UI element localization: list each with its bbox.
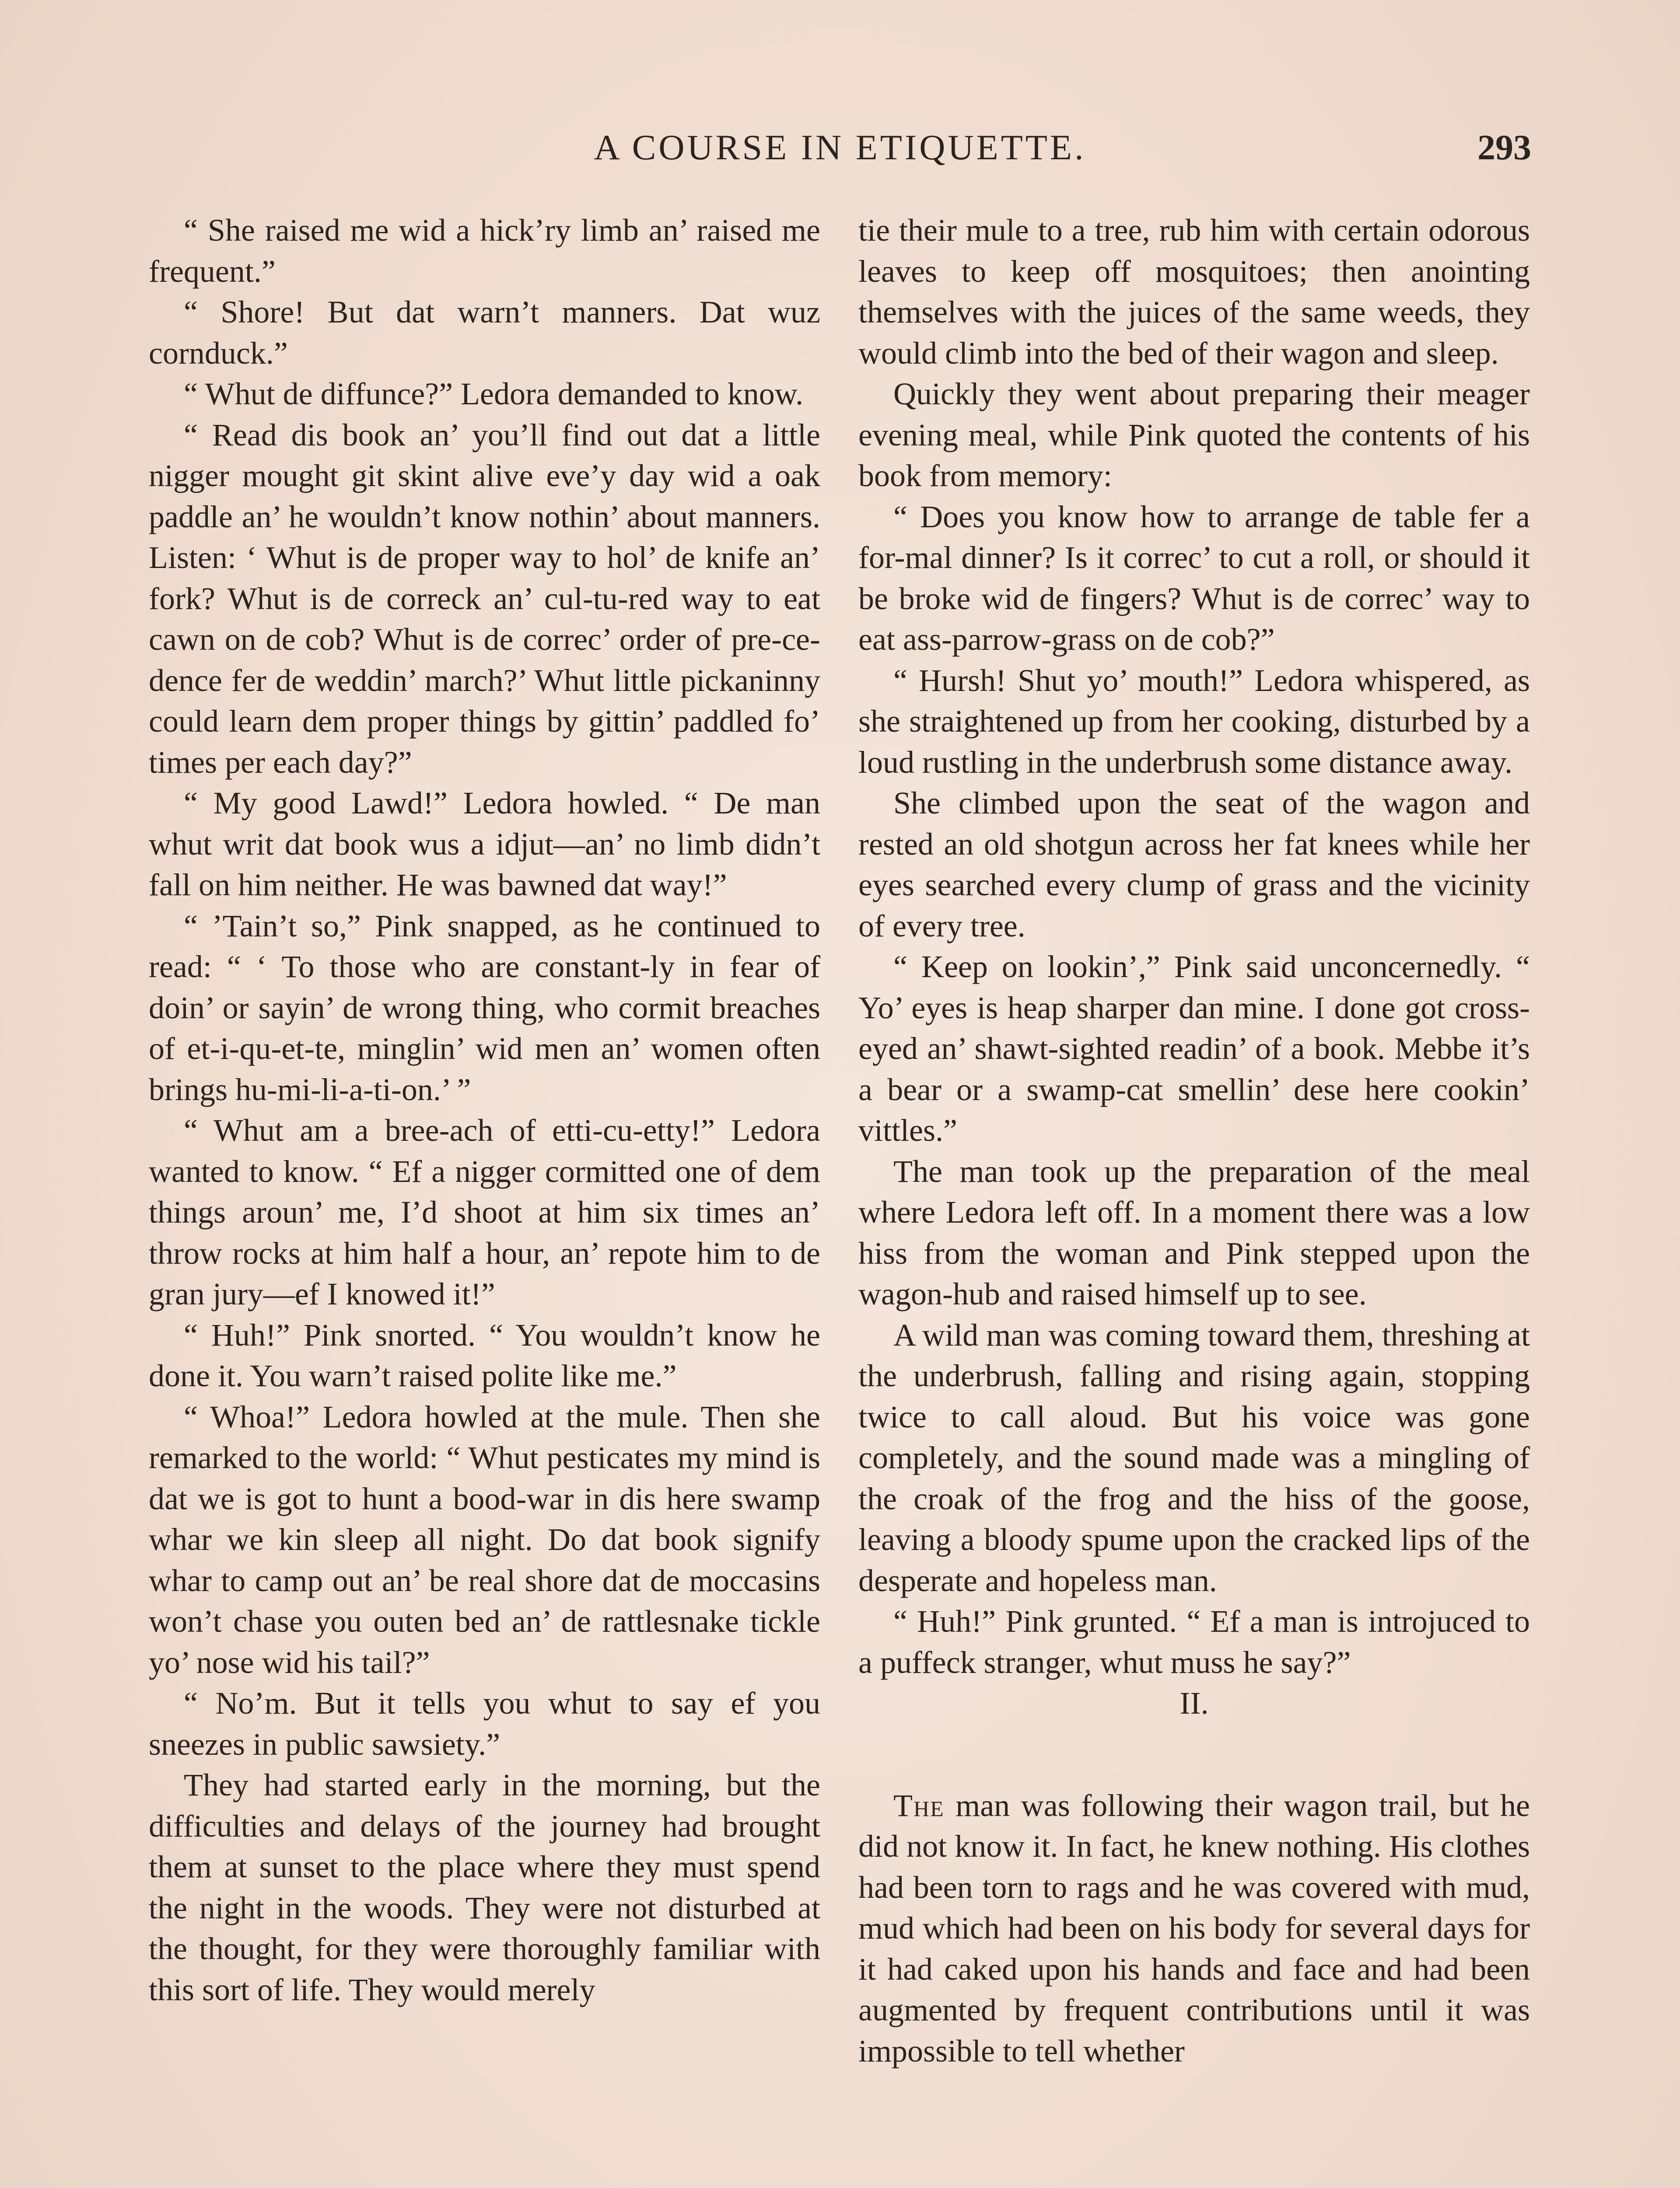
page-number: 293: [1477, 127, 1531, 167]
paragraph: “ No’m. But it tells you whut to say ef you sneezes in public sawsiety.”: [149, 1686, 820, 1762]
paragraph: “ Whut de diffunce?” Ledora demanded to know.: [184, 376, 804, 411]
left-column: [149, 210, 820, 2010]
paragraph: “ Hursh! Shut yo’ mouth!” Ledora whispered, as she straightened up from her cooking, disturbed by a loud rustling in the underbrush some distance away.: [858, 663, 1530, 780]
paragraph: “ Keep on lookin’,” Pink said unconcernedly. “ Yo’ eyes is heap sharper dan mine. I done got cross-eyed an’ shawt-sighted readin’ of a book. Mebbe it’s a bear or a swamp-cat smellin’ dese here cookin’ vittles.”: [858, 949, 1530, 1148]
paragraph: “ Shore! But dat warn’t manners. Dat wuz cornduck.”: [149, 295, 820, 371]
page-header: [149, 127, 1531, 179]
paragraph: “ Huh!” Pink grunted. “ Ef a man is introjuced to a puffeck stranger, whut muss he say?”: [858, 1604, 1530, 1680]
section-paragraph: [858, 1785, 1530, 2072]
paragraph: “ Huh!” Pink snorted. “ You wouldn’t know he done it. You warn’t raised polite like me.”: [149, 1317, 820, 1393]
running-head: A COURSE IN ETIQUETTE.: [594, 127, 1086, 167]
paragraph: “ She raised me wid a hick’ry limb an’ raised me frequent.”: [149, 213, 820, 289]
paragraph: tie their mule to a tree, rub him with certain odorous leaves to keep off mosquitoes; then anointing themselves with the juices of the same weeds, they would climb into the bed of their wagon and sleep.: [858, 213, 1530, 371]
paragraph: A wild man was coming toward them, threshing at the underbrush, falling and rising again, stopping twice to call aloud. But his voice was gone completely, and the sound made was a mingling of the croak of the frog and the hiss of the goose, leaving a bloody spume upon the cracked lips of the desperate and hopeless man.: [858, 1317, 1530, 1598]
paragraph: “ Whoa!” Ledora howled at the mule. Then she remarked to the world: “ Whut pesticates my mind is dat we is got to hunt a bood-war in dis here swamp whar we kin sleep all night. Do dat book signify whar to camp out an’ be real shore dat de moccasins won’t chase you outen bed an’ de rattlesnake tickle yo’ nose wid his tail?”: [149, 1399, 820, 1680]
small-caps-lead: The: [893, 1788, 945, 1823]
paragraph: The man took up the preparation of the meal where Ledora left off. In a moment there was a low hiss from the woman and Pink stepped upon the wagon-hub and raised himself up to see.: [858, 1154, 1530, 1311]
paragraph: They had started early in the morning, but the difficulties and delays of the journey had brought them at sunset to the place where they must spend the night in the woods. They were not disturbed at the thought, for they were thoroughly familiar with this sort of life. They would merely: [149, 1767, 820, 2007]
section-heading: II.: [1180, 1686, 1209, 1721]
paragraph: “ Read dis book an’ you’ll find out dat a little nigger mought git skint alive eve’y day wid a oak paddle an’ he wouldn’t know nothin’ about manners. Listen: ‘ Whut is de proper way to hol’ de knife an’ fork? Whut is de correck an’ cul-tu-red way to eat cawn on de cob? Whut is de correc’ order of pre-ce-dence fer de weddin’ march?’ Whut little pickaninny could learn dem proper things by gittin’ paddled fo’ times per each day?”: [149, 417, 820, 780]
paragraph: “ My good Lawd!” Ledora howled. “ De man whut writ dat book wus a idjut—an’ no limb didn’t fall on him neither. He was bawned dat way!”: [149, 785, 820, 902]
paragraph-text: man was following their wagon trail, but he did not know it. In fact, he knew nothing. His clothes had been torn to rags and he was covered with mud, mud which had been on his body for several days for it had caked upon his hands and face and had been augmented by frequent contributions until it was impossible to tell whether: [858, 1788, 1530, 2069]
paragraph: “ Does you know how to arrange de table fer a for-mal dinner? Is it correc’ to cut a roll, or should it be broke wid de fingers? Whut is de correc’ way to eat ass-parrow-grass on de cob?”: [858, 499, 1530, 657]
paragraph: Quickly they went about preparing their meager evening meal, while Pink quoted the contents of his book from memory:: [858, 376, 1530, 493]
right-column: [858, 210, 1530, 2072]
paragraph: “ Whut am a bree-ach of etti-cu-etty!” Ledora wanted to know. “ Ef a nigger cormitted one of dem things aroun’ me, I’d shoot at him six times an’ throw rocks at him half a hour, an’ repote him to de gran jury—ef I knowed it!”: [149, 1113, 820, 1311]
paragraph: “ ’Tain’t so,” Pink snapped, as he continued to read: “ ‘ To those who are constant-ly in fear of doin’ or sayin’ de wrong thing, who cormit breaches of et-i-qu-et-te, minglin’ wid men an’ women often brings hu-mi-li-a-ti-on.’ ”: [149, 908, 820, 1107]
paragraph: She climbed upon the seat of the wagon and rested an old shotgun across her fat knees while her eyes searched every clump of grass and the vicinity of every tree.: [858, 785, 1530, 943]
